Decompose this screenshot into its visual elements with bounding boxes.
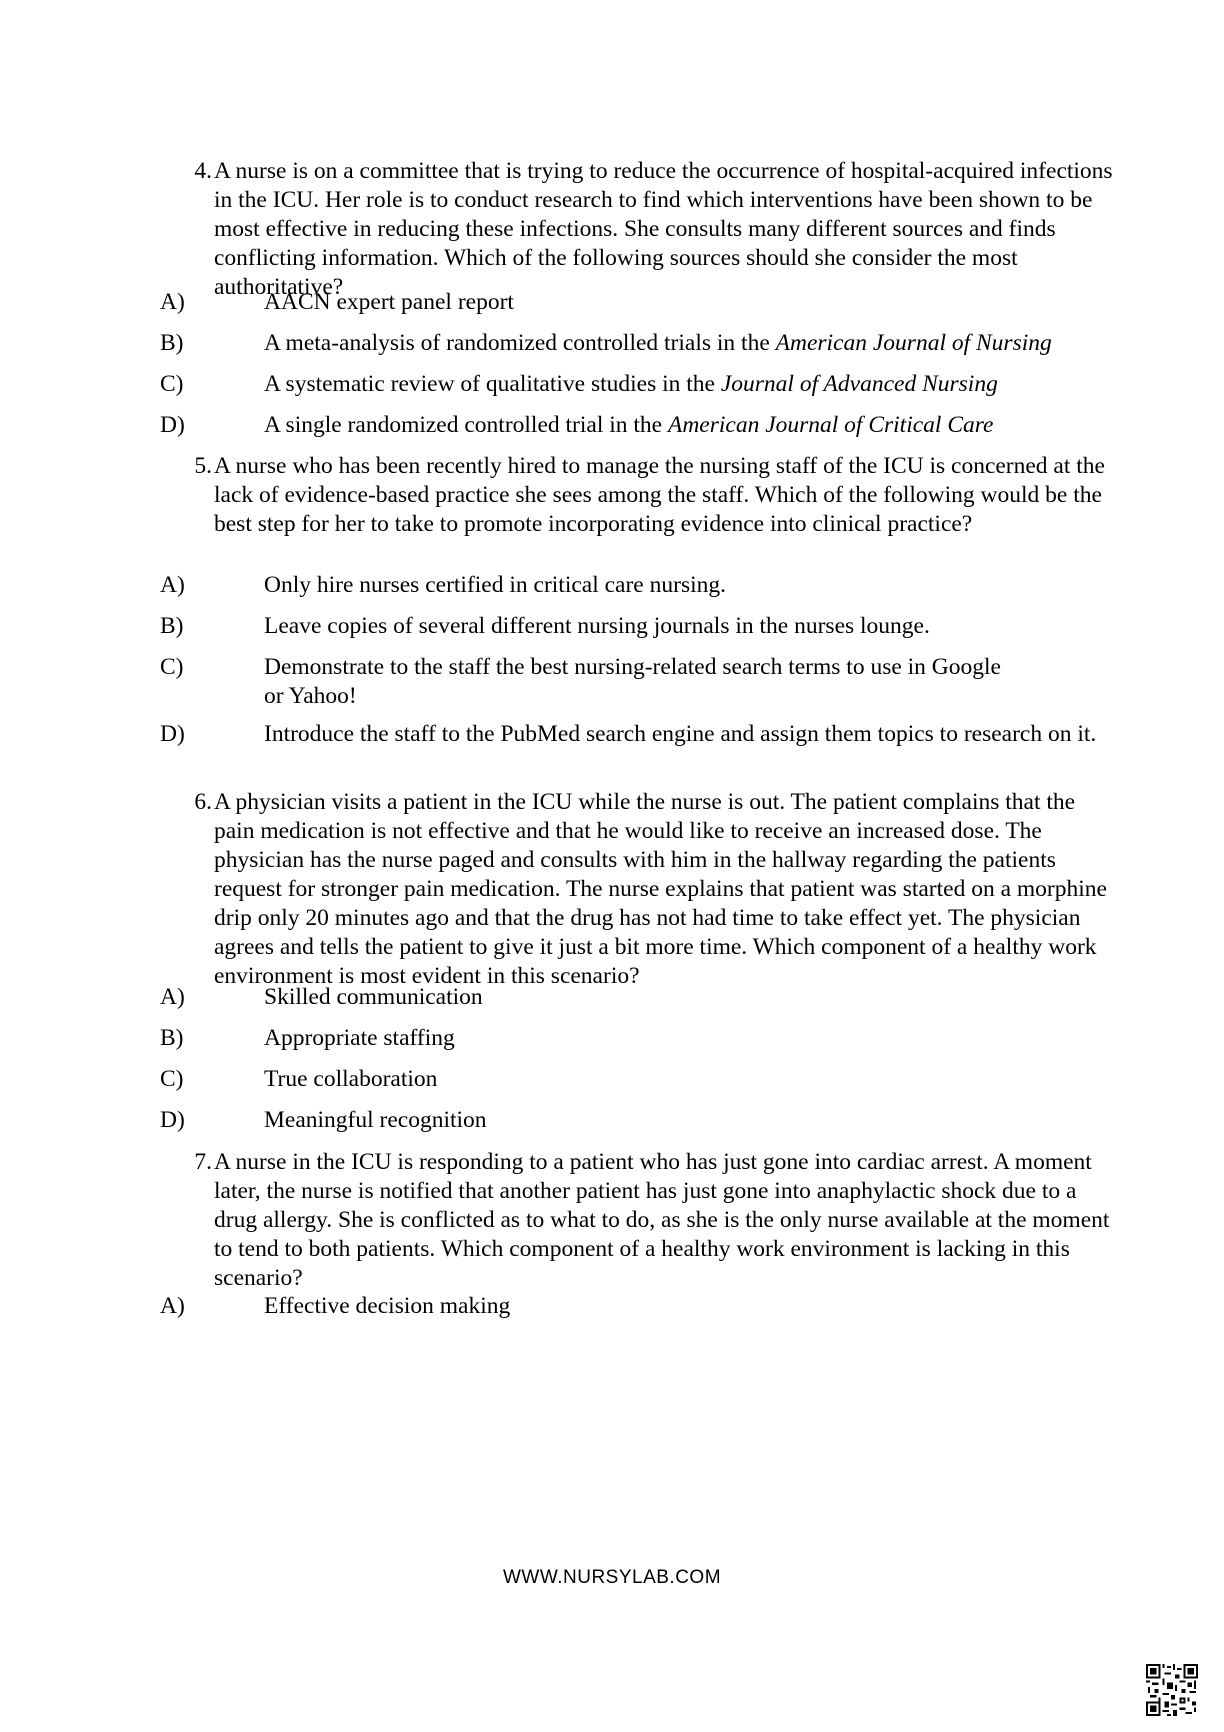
option-text: Demonstrate to the staff the best nursing-related search terms to use in Google or Yahoo! [264,654,1001,709]
question-number: 4. [194,158,212,184]
question-stem: A nurse is on a committee that is trying to reduce the occurrence of hospital-acquired infections in the ICU. Her role is to conduct research to find which interventions have been shown to be most effective in reducing these infections. She consults many different sources and finds conflicting information. Which of the following sources should she consider the most authoritative? [214,158,1113,300]
option-letter: B) [160,613,184,639]
option-5c [160,653,1120,711]
option-letter: A) [160,572,185,598]
question-5 [178,452,1118,539]
option-5b [160,612,1120,641]
option-4b [160,329,1120,358]
option-6d [160,1106,1120,1135]
question-stem: A nurse who has been recently hired to manage the nursing staff of the ICU is concerned at the lack of evidence-based practice she sees among the staff. Which of the following would be the best step for her to take to promote incorporating evidence into clinical practice? [214,453,1105,537]
option-6b [160,1024,1120,1053]
option-letter: A) [160,289,185,315]
option-text: True collaboration [264,1066,438,1092]
question-number: 6. [194,789,212,815]
option-letter: C) [160,1066,184,1092]
journal-title: American Journal of Critical Care [667,412,994,438]
option-text: Leave copies of several different nursing journals in the nurses lounge. [264,613,930,639]
question-number: 7. [194,1149,212,1175]
option-letter: D) [160,412,185,438]
question-stem: A nurse in the ICU is responding to a patient who has just gone into cardiac arrest. A moment later, the nurse is notified that another patient has just gone into anaphylactic shock due to a drug allergy. She is conflicted as to what to do, as she is the only nurse available at the moment to tend to both patients. Which component of a healthy work environment is lacking in this scenario? [214,1149,1110,1291]
question-stem: A physician visits a patient in the ICU while the nurse is out. The patient complains that the pain medication is not effective and that he would like to receive an increased dose. The physician has the nurse paged and consults with him in the hallway regarding the patients request for stronger pain medication. The nurse explains that patient was started on a morphine drip only 20 minutes ago and that the drug has not had time to take effect yet. The physician agrees and tells the patient to give it just a bit more time. Which component of a healthy work environment is most evident in this scenario? [214,789,1107,989]
journal-title: Journal of Advanced Nursing [720,371,998,397]
question-7 [178,1148,1118,1293]
option-text: Skilled communication [264,984,483,1010]
option-4d [160,411,1120,440]
option-letter: D) [160,1107,185,1133]
option-6c [160,1065,1120,1094]
option-letter: B) [160,330,184,356]
option-text: Introduce the staff to the PubMed search engine and assign them topics to research on it. [264,721,1097,747]
option-4c [160,370,1120,399]
option-4a [160,288,1120,317]
option-text: Only hire nurses certified in critical care nursing. [264,572,726,598]
question-4 [178,157,1118,302]
question-6 [178,788,1118,991]
option-text: AACN expert panel report [264,289,514,315]
option-letter: C) [160,654,184,680]
question-number: 5. [194,453,212,479]
qr-code-icon [1146,1664,1198,1716]
footer-url: WWW.NURSYLAB.COM [502,1567,722,1588]
option-text: Meaningful recognition [264,1107,487,1133]
option-text: Effective decision making [264,1293,511,1319]
option-letter: D) [160,721,185,747]
option-letter: A) [160,1293,185,1319]
option-5a [160,571,1120,600]
option-5d [160,720,1120,749]
option-7a [160,1292,1120,1321]
option-text: A single randomized controlled trial in the [264,412,668,438]
option-text: A systematic review of qualitative studies in the [264,371,721,397]
journal-title: American Journal of Nursing [775,330,1052,356]
option-letter: B) [160,1025,184,1051]
option-letter: A) [160,984,185,1010]
option-text: A meta-analysis of randomized controlled trials in the [264,330,776,356]
option-text: Appropriate staffing [264,1025,455,1051]
option-letter: C) [160,371,184,397]
option-6a [160,983,1120,1012]
